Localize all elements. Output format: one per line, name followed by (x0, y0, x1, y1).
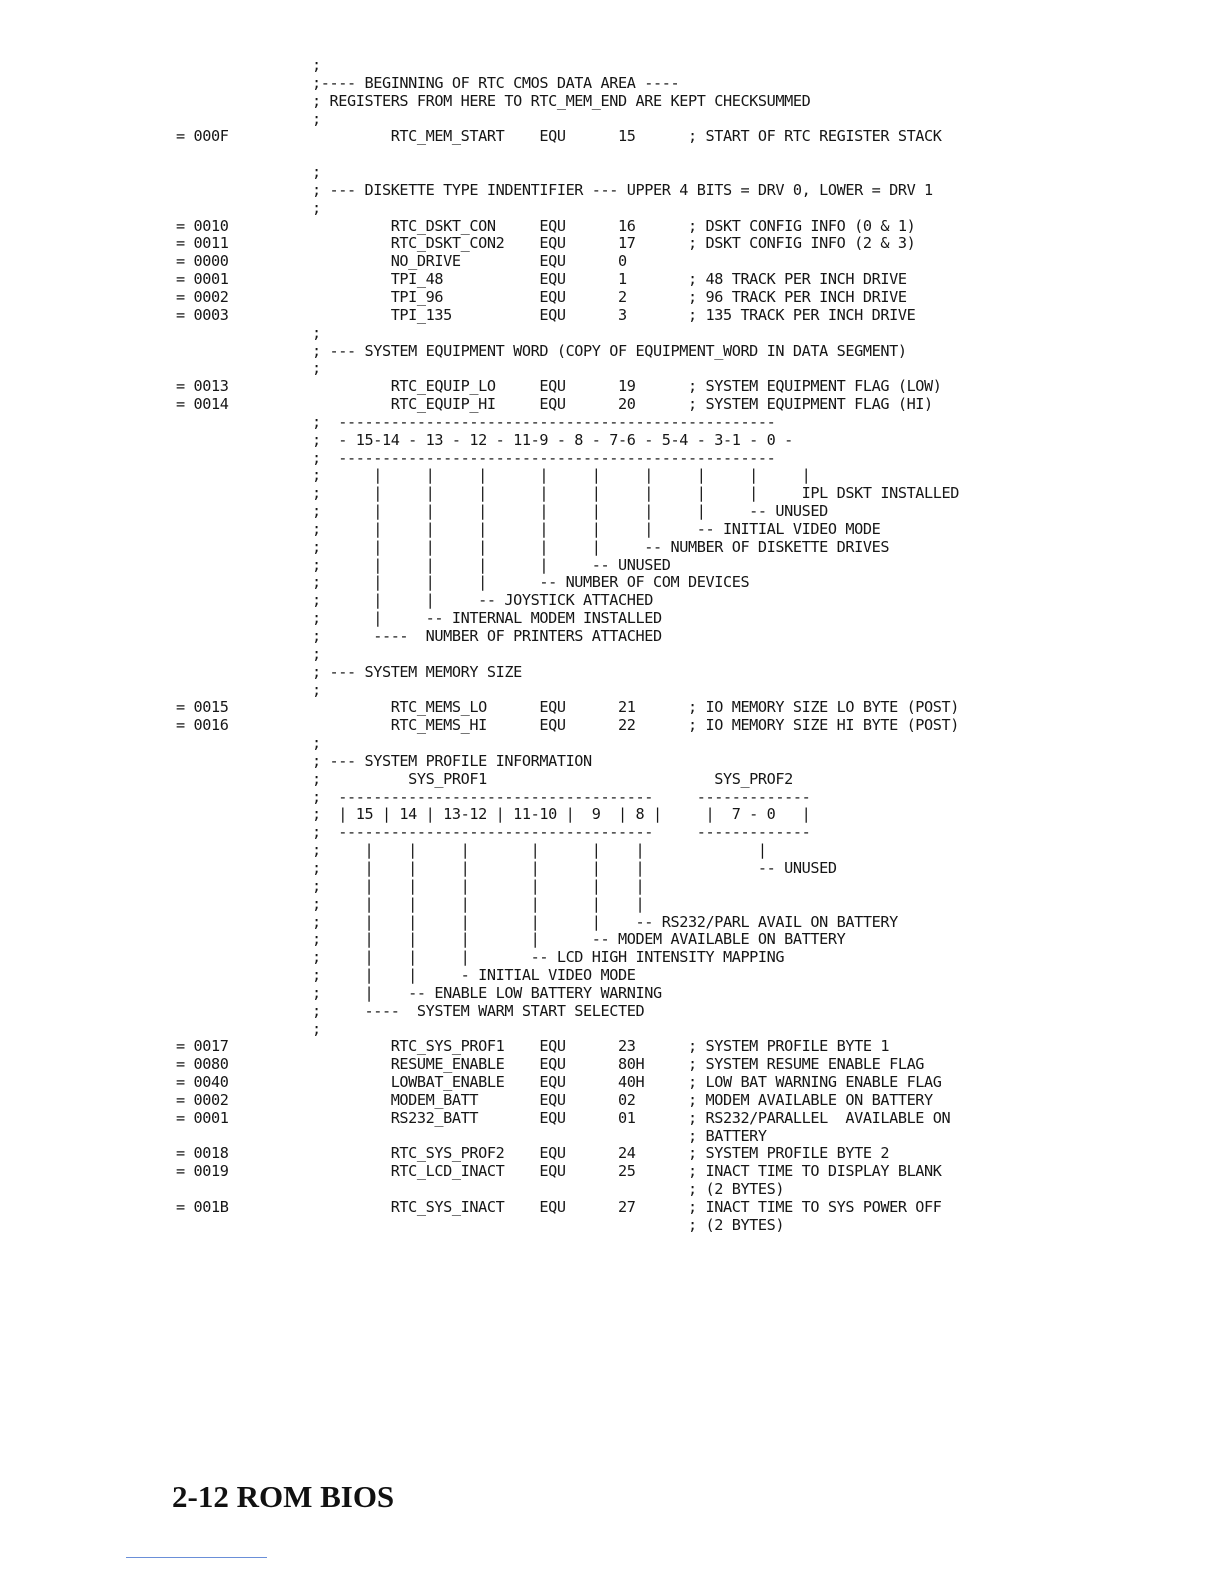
listing-line (0, 378, 1224, 396)
line-address: = 0010 (176, 216, 229, 235)
listing-line (0, 1128, 1224, 1146)
line-address: = 0018 (176, 1144, 229, 1163)
line-source: MODEM_BATT EQU 02 ; MODEM AVAILABLE ON BATTERY (312, 1090, 933, 1109)
listing-line (0, 360, 1224, 378)
listing-line (0, 1145, 1224, 1163)
listing-line (0, 343, 1224, 361)
listing-line (0, 610, 1224, 628)
listing-line (0, 200, 1224, 218)
listing-line (0, 949, 1224, 967)
line-source: ; (2 BYTES) (312, 1180, 785, 1199)
listing-line (0, 878, 1224, 896)
listing-line (0, 414, 1224, 432)
listing-line (0, 1181, 1224, 1199)
line-address: = 0001 (176, 1108, 229, 1127)
listing-line (0, 57, 1224, 75)
listing-line (0, 789, 1224, 807)
listing-line (0, 1074, 1224, 1092)
line-address: = 0080 (176, 1055, 229, 1074)
listing-line (0, 735, 1224, 753)
line-source: ; | | | | | -- NUMBER OF DISKETTE DRIVES (312, 537, 890, 556)
line-source: TPI_48 EQU 1 ; 48 TRACK PER INCH DRIVE (312, 270, 907, 289)
line-address: = 0013 (176, 377, 229, 396)
line-source: ; | | | | | | (312, 894, 645, 913)
line-source: ; REGISTERS FROM HERE TO RTC_MEM_END ARE KEPT CHECKSUMMED (312, 91, 811, 110)
line-source: TPI_135 EQU 3 ; 135 TRACK PER INCH DRIVE (312, 305, 916, 324)
line-source: ; | | | | -- MODEM AVAILABLE ON BATTERY (312, 930, 846, 949)
listing-line (0, 1021, 1224, 1039)
listing-line (0, 771, 1224, 789)
listing-line (0, 967, 1224, 985)
listing-line (0, 592, 1224, 610)
line-address: = 0040 (176, 1073, 229, 1092)
listing-line (0, 146, 1224, 164)
listing-line (0, 985, 1224, 1003)
listing-line (0, 896, 1224, 914)
listing-line (0, 699, 1224, 717)
line-source: ; | -- INTERNAL MODEM INSTALLED (312, 609, 662, 628)
listing-line (0, 717, 1224, 735)
line-address: = 0002 (176, 287, 229, 306)
line-source: ; BATTERY (312, 1126, 767, 1145)
line-source: RTC_EQUIP_LO EQU 19 ; SYSTEM EQUIPMENT FLAG (LOW) (312, 377, 942, 396)
listing-line (0, 450, 1224, 468)
line-source: ; SYS_PROF1 SYS_PROF2 (312, 769, 793, 788)
listing-line (0, 271, 1224, 289)
line-source: ; | | | -- NUMBER OF COM DEVICES (312, 573, 750, 592)
line-source: ; - 15-14 - 13 - 12 - 11-9 - 8 - 7-6 - 5-4 - 3-1 - 0 - (312, 430, 793, 449)
listing-line (0, 75, 1224, 93)
line-source: ; ------------------------------------ ------------- (312, 787, 811, 806)
listing-line (0, 753, 1224, 771)
line-source: RTC_SYS_PROF2 EQU 24 ; SYSTEM PROFILE BYTE 2 (312, 1144, 890, 1163)
line-source: ; | | | | -- UNUSED (312, 555, 671, 574)
line-address: = 0017 (176, 1037, 229, 1056)
line-source: RS232_BATT EQU 01 ; RS232/PARALLEL AVAILABLE ON (312, 1108, 951, 1127)
line-source: ; (312, 198, 321, 217)
line-source: ; | | | | | | | | IPL DSKT INSTALLED (312, 484, 960, 503)
line-source: ; | | | | | | | (312, 841, 767, 860)
line-source: ;---- BEGINNING OF RTC CMOS DATA AREA ---- (312, 73, 680, 92)
page-footer: 2-12 ROM BIOS (172, 1479, 395, 1514)
line-source: ; ---- SYSTEM WARM START SELECTED (312, 1001, 645, 1020)
line-source: ; --- DISKETTE TYPE INDENTIFIER --- UPPER 4 BITS = DRV 0, LOWER = DRV 1 (312, 180, 933, 199)
line-source: ; (312, 734, 321, 753)
line-source: ; (312, 359, 321, 378)
line-source: RTC_DSKT_CON2 EQU 17 ; DSKT CONFIG INFO (2 & 3) (312, 234, 916, 253)
listing-line (0, 307, 1224, 325)
listing-line (0, 664, 1224, 682)
listing-line (0, 93, 1224, 111)
listing-line (0, 235, 1224, 253)
listing-line (0, 628, 1224, 646)
listing-line (0, 574, 1224, 592)
line-source: ; -------------------------------------------------- (312, 412, 776, 431)
listing-line (0, 557, 1224, 575)
line-address: = 0003 (176, 305, 229, 324)
listing-line (0, 253, 1224, 271)
line-source: ; | | - INITIAL VIDEO MODE (312, 966, 636, 985)
line-source: ; (312, 1019, 321, 1038)
line-source: RTC_MEMS_HI EQU 22 ; IO MEMORY SIZE HI BYTE (POST) (312, 716, 960, 735)
line-source: ; (312, 163, 321, 182)
listing-line (0, 467, 1224, 485)
line-source: TPI_96 EQU 2 ; 96 TRACK PER INCH DRIVE (312, 287, 907, 306)
line-address: = 0019 (176, 1162, 229, 1181)
line-address: = 0014 (176, 395, 229, 414)
listing-line (0, 521, 1224, 539)
line-source: RTC_MEMS_LO EQU 21 ; IO MEMORY SIZE LO BYTE (POST) (312, 698, 960, 717)
listing-line (0, 1056, 1224, 1074)
listing-line (0, 806, 1224, 824)
line-address: = 0011 (176, 234, 229, 253)
assembly-listing (0, 57, 1224, 1235)
footer-rule (126, 1557, 267, 1558)
listing-line (0, 1217, 1224, 1235)
listing-line (0, 646, 1224, 664)
line-source: ; --- SYSTEM MEMORY SIZE (312, 662, 522, 681)
line-source: ; (312, 109, 321, 128)
line-source: RTC_SYS_PROF1 EQU 23 ; SYSTEM PROFILE BYTE 1 (312, 1037, 890, 1056)
line-source: ; | | | | | -- RS232/PARL AVAIL ON BATTERY (312, 912, 898, 931)
listing-line (0, 325, 1224, 343)
line-source: ; | | | | | | (312, 876, 645, 895)
listing-line (0, 539, 1224, 557)
line-address: = 000F (176, 127, 229, 146)
listing-line (0, 289, 1224, 307)
line-address: = 0016 (176, 716, 229, 735)
line-source: ; --- SYSTEM PROFILE INFORMATION (312, 751, 592, 770)
listing-line (0, 164, 1224, 182)
line-source: RESUME_ENABLE EQU 80H ; SYSTEM RESUME ENABLE FLAG (312, 1055, 925, 1074)
line-source: ; | | | | | | -- UNUSED (312, 858, 837, 877)
line-source: RTC_DSKT_CON EQU 16 ; DSKT CONFIG INFO (0 & 1) (312, 216, 916, 235)
line-source: NO_DRIVE EQU 0 (312, 252, 627, 271)
line-source: ; --- SYSTEM EQUIPMENT WORD (COPY OF EQUIPMENT_WORD IN DATA SEGMENT) (312, 341, 907, 360)
line-source: ; | 15 | 14 | 13-12 | 11-10 | 9 | 8 | | 7 - 0 | (312, 805, 811, 824)
line-source: RTC_MEM_START EQU 15 ; START OF RTC REGISTER STACK (312, 127, 942, 146)
line-source: RTC_EQUIP_HI EQU 20 ; SYSTEM EQUIPMENT FLAG (HI) (312, 395, 933, 414)
listing-line (0, 824, 1224, 842)
line-address: = 0001 (176, 270, 229, 289)
line-source: ; (312, 644, 321, 663)
line-source: ; (312, 680, 321, 699)
listing-line (0, 682, 1224, 700)
listing-line (0, 111, 1224, 129)
listing-line (0, 218, 1224, 236)
line-source: LOWBAT_ENABLE EQU 40H ; LOW BAT WARNING ENABLE FLAG (312, 1073, 942, 1092)
line-source: ; | | -- JOYSTICK ATTACHED (312, 591, 654, 610)
line-source: ; ---- NUMBER OF PRINTERS ATTACHED (312, 627, 662, 645)
listing-line (0, 931, 1224, 949)
line-source: ; | | | -- LCD HIGH INTENSITY MAPPING (312, 948, 785, 967)
listing-line (0, 503, 1224, 521)
listing-line (0, 1163, 1224, 1181)
listing-line (0, 1003, 1224, 1021)
line-source: ; -------------------------------------------------- (312, 448, 776, 467)
listing-line (0, 842, 1224, 860)
line-source: ; | | | | | | | | | (312, 466, 811, 485)
line-source: ; ------------------------------------ ------------- (312, 823, 811, 842)
listing-line (0, 485, 1224, 503)
listing-line (0, 1110, 1224, 1128)
line-source: ; (312, 56, 321, 74)
line-address: = 0002 (176, 1090, 229, 1109)
line-source: ; | | | | | | -- INITIAL VIDEO MODE (312, 519, 881, 538)
line-source: ; | -- ENABLE LOW BATTERY WARNING (312, 983, 662, 1002)
line-source: RTC_LCD_INACT EQU 25 ; INACT TIME TO DISPLAY BLANK (312, 1162, 942, 1181)
listing-line (0, 396, 1224, 414)
line-source: ; | | | | | | | -- UNUSED (312, 502, 828, 521)
listing-line (0, 1038, 1224, 1056)
listing-line (0, 860, 1224, 878)
listing-line (0, 914, 1224, 932)
line-address: = 0015 (176, 698, 229, 717)
listing-line (0, 432, 1224, 450)
line-address: = 0000 (176, 252, 229, 271)
listing-line (0, 128, 1224, 146)
line-source: ; (312, 323, 321, 342)
listing-line (0, 182, 1224, 200)
listing-line (0, 1199, 1224, 1217)
line-source: ; (2 BYTES) (312, 1215, 785, 1234)
listing-line (0, 1092, 1224, 1110)
line-address: = 001B (176, 1198, 229, 1216)
line-source: RTC_SYS_INACT EQU 27 ; INACT TIME TO SYS POWER OFF (312, 1198, 942, 1216)
